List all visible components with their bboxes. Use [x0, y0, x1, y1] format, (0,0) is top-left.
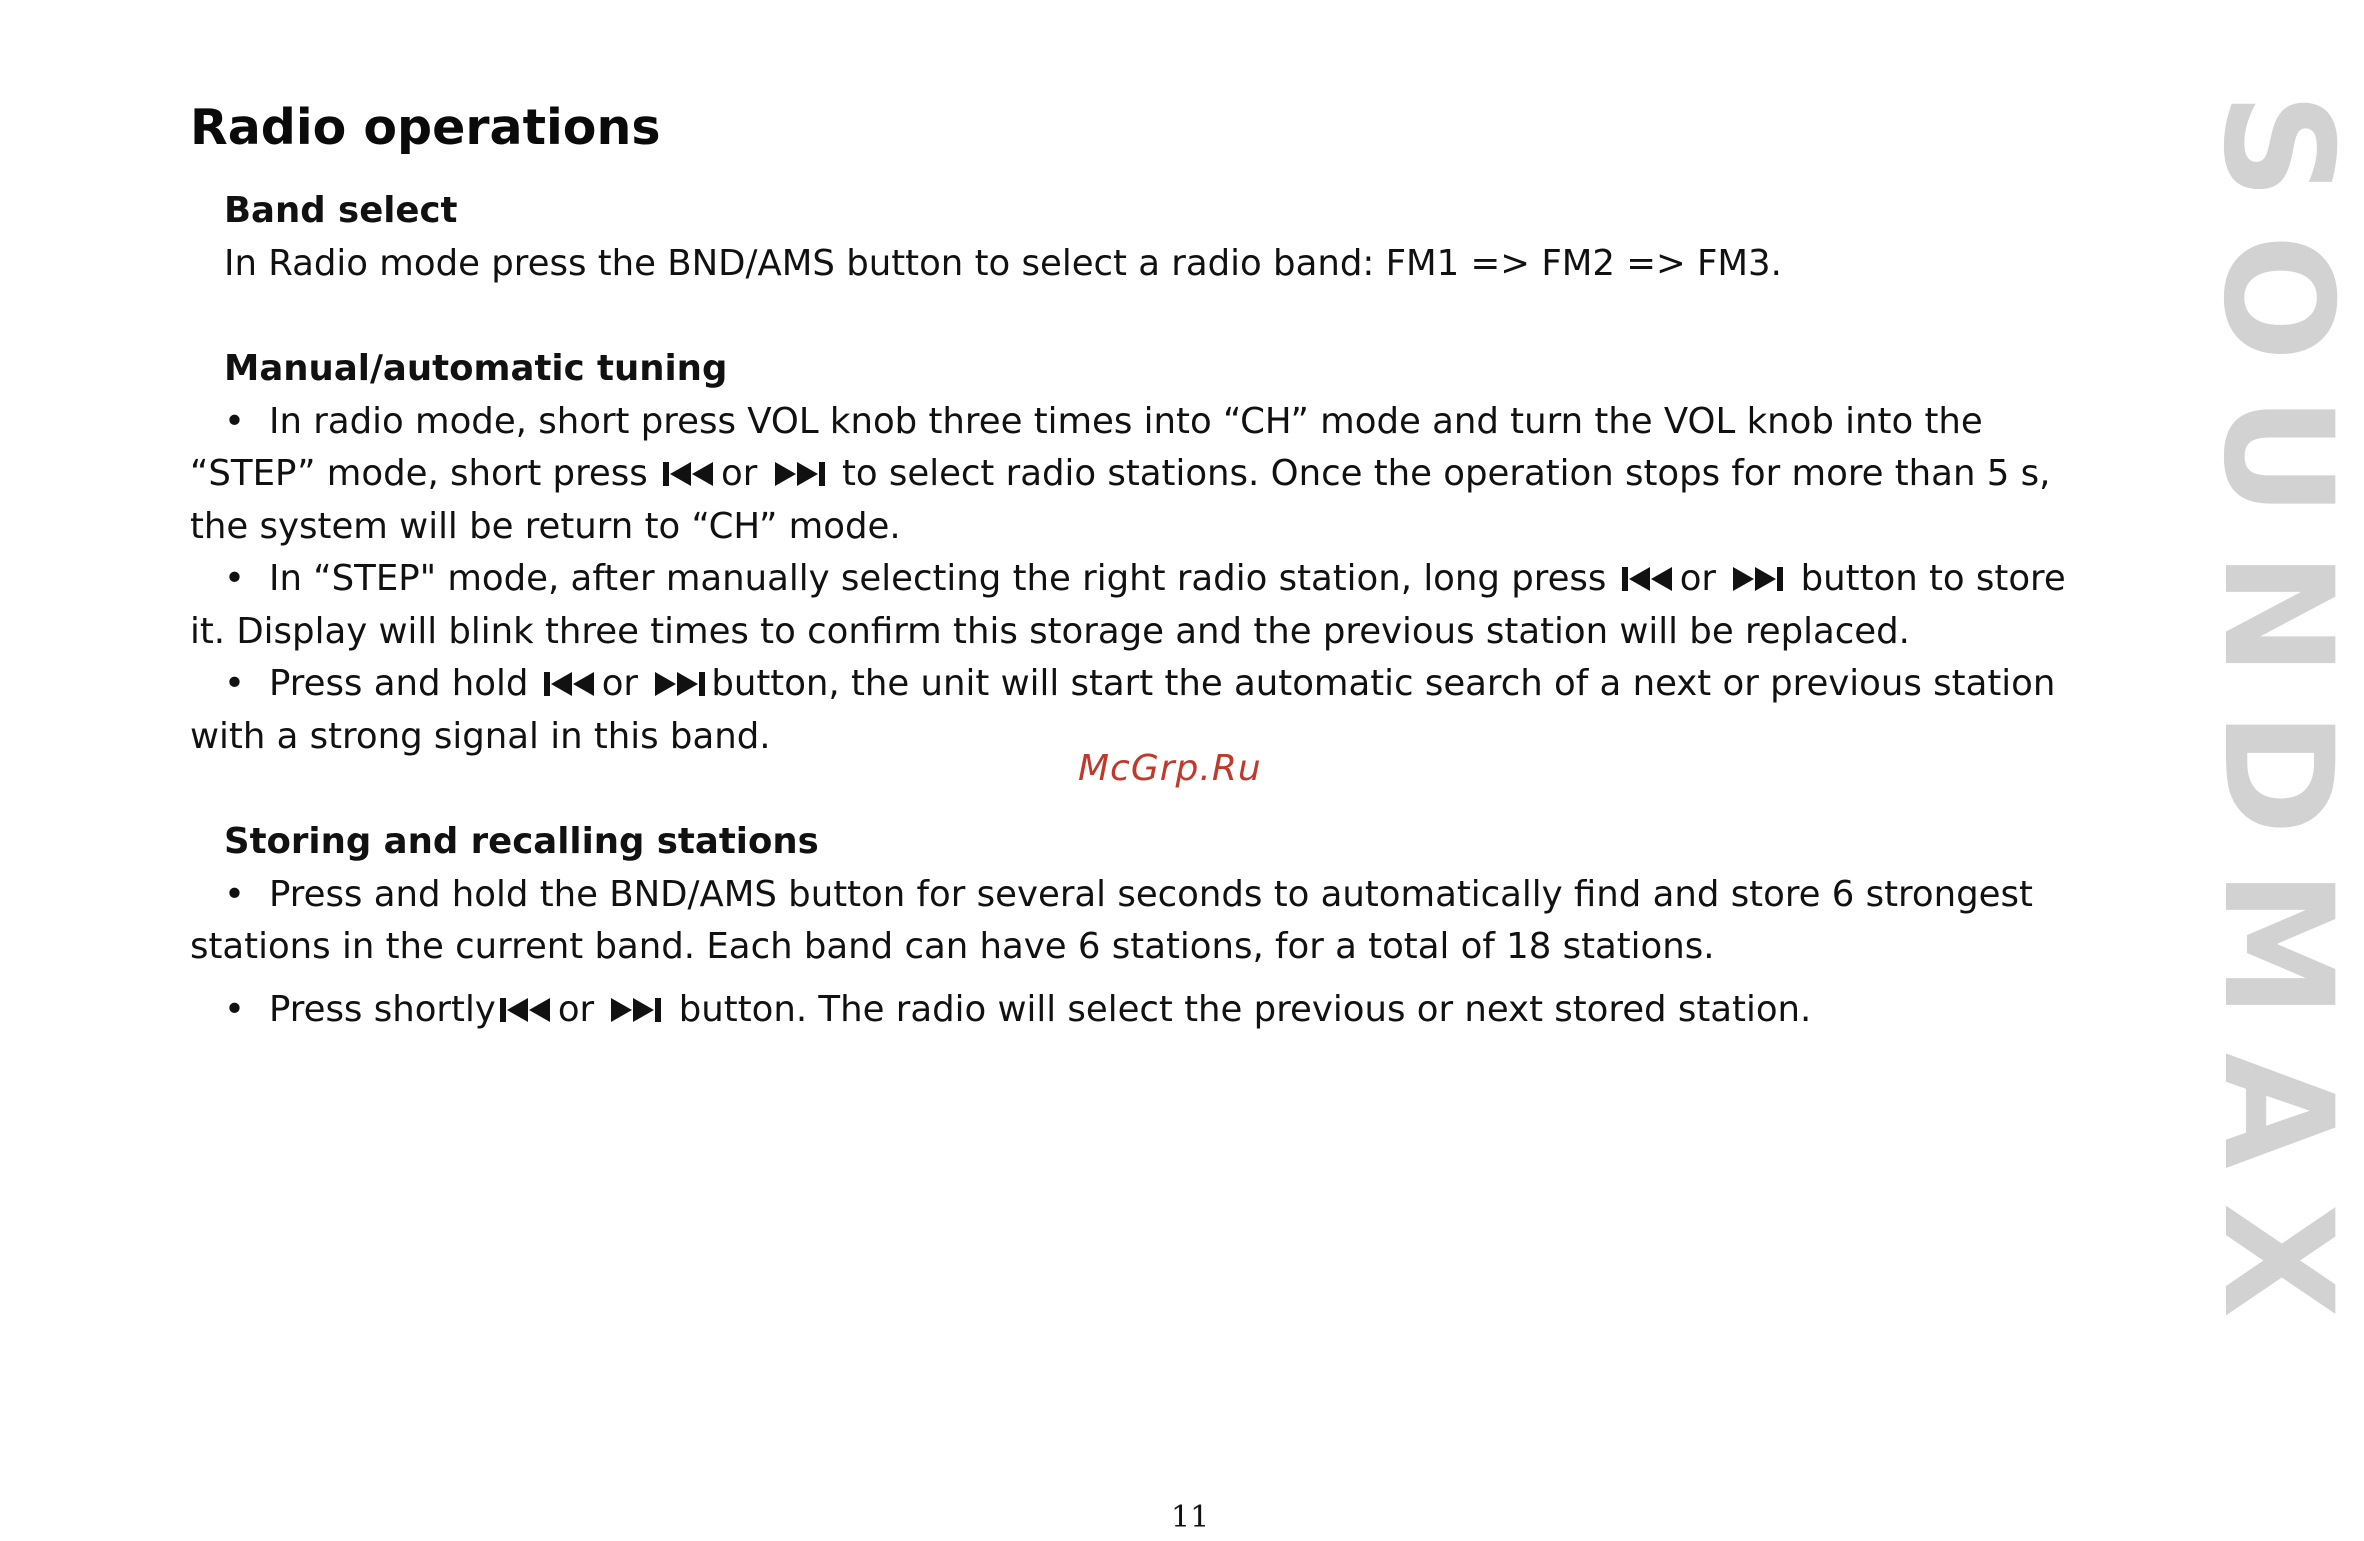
tuning-bullet-3-text-a: Press and hold: [269, 663, 529, 704]
storing-bullet-1: [190, 869, 2090, 974]
bullet-marker: •: [224, 873, 245, 915]
storing-bullet-2: [190, 984, 2090, 1037]
tuning-bullet-2-text-b: button to store it. Display will blink three times to confirm this storage and the previous station will be replaced.: [190, 558, 2066, 652]
storing-bullet-2-text-a: Press shortly: [269, 988, 496, 1030]
bullet-marker: •: [224, 988, 245, 1030]
brand-logo-text: SOUNDMAX: [2190, 92, 2364, 1353]
page-title: Radio operations: [190, 99, 661, 156]
tuning-heading: Manual/automatic tuning: [224, 348, 728, 389]
brand-logo: [2190, 92, 2364, 1472]
tuning-bullet-1-text-a: In radio mode, short press VOL knob three times into “CH” mode and turn the VOL knob into the “STEP” mode, short press: [190, 400, 1983, 494]
storing-bullet-1-text: Press and hold the BND/AMS button for several seconds to automatically find and store 6 strongest stations in the current band. Each band can have 6 stations, for a total of 18 stations.: [190, 873, 2033, 967]
tuning-bullet-1-text-b: to select radio stations. Once the operation stops for more than 5 s, the system will be return to “CH” mode.: [190, 453, 2051, 547]
skip-previous-icon: [498, 996, 556, 1024]
tuning-bullet-3-or: or: [601, 663, 639, 704]
skip-next-icon: [607, 996, 665, 1024]
page-content: [190, 185, 2090, 1036]
tuning-bullet-2-text-a: In “STEP" mode, after manually selecting the right radio station, long press: [269, 558, 1607, 599]
page-number: 11: [1171, 1500, 1210, 1535]
skip-previous-icon: [1620, 565, 1678, 593]
tuning-bullet-2: [190, 553, 2090, 658]
tuning-bullet-1-or: or: [721, 453, 758, 494]
tuning-bullet-2-or: or: [1679, 558, 1717, 599]
skip-previous-icon: [661, 460, 719, 488]
skip-next-icon: [771, 460, 829, 488]
band-select-text: In Radio mode press the BND/AMS button to select a radio band: FM1 => FM2 => FM3.: [224, 242, 1782, 284]
tuning-bullet-3-text-b: button, the unit will start the automatic search of a next or previous station with a strong signal in this band.: [190, 663, 2056, 757]
storing-bullet-2-text-b: button. The radio will select the previous or next stored station.: [678, 988, 1812, 1030]
storing-bullet-2-or: or: [557, 988, 595, 1030]
bullet-marker: •: [224, 400, 245, 442]
skip-previous-icon: [542, 670, 600, 698]
watermark-text: McGrp.Ru: [1078, 748, 1262, 789]
skip-next-icon: [1729, 565, 1787, 593]
band-select-heading: Band select: [224, 190, 458, 231]
bullet-marker: •: [224, 663, 245, 704]
bullet-marker: •: [224, 558, 245, 599]
skip-next-icon: [651, 670, 709, 698]
storing-heading: Storing and recalling stations: [224, 821, 819, 862]
tuning-bullet-1: [190, 396, 2090, 554]
